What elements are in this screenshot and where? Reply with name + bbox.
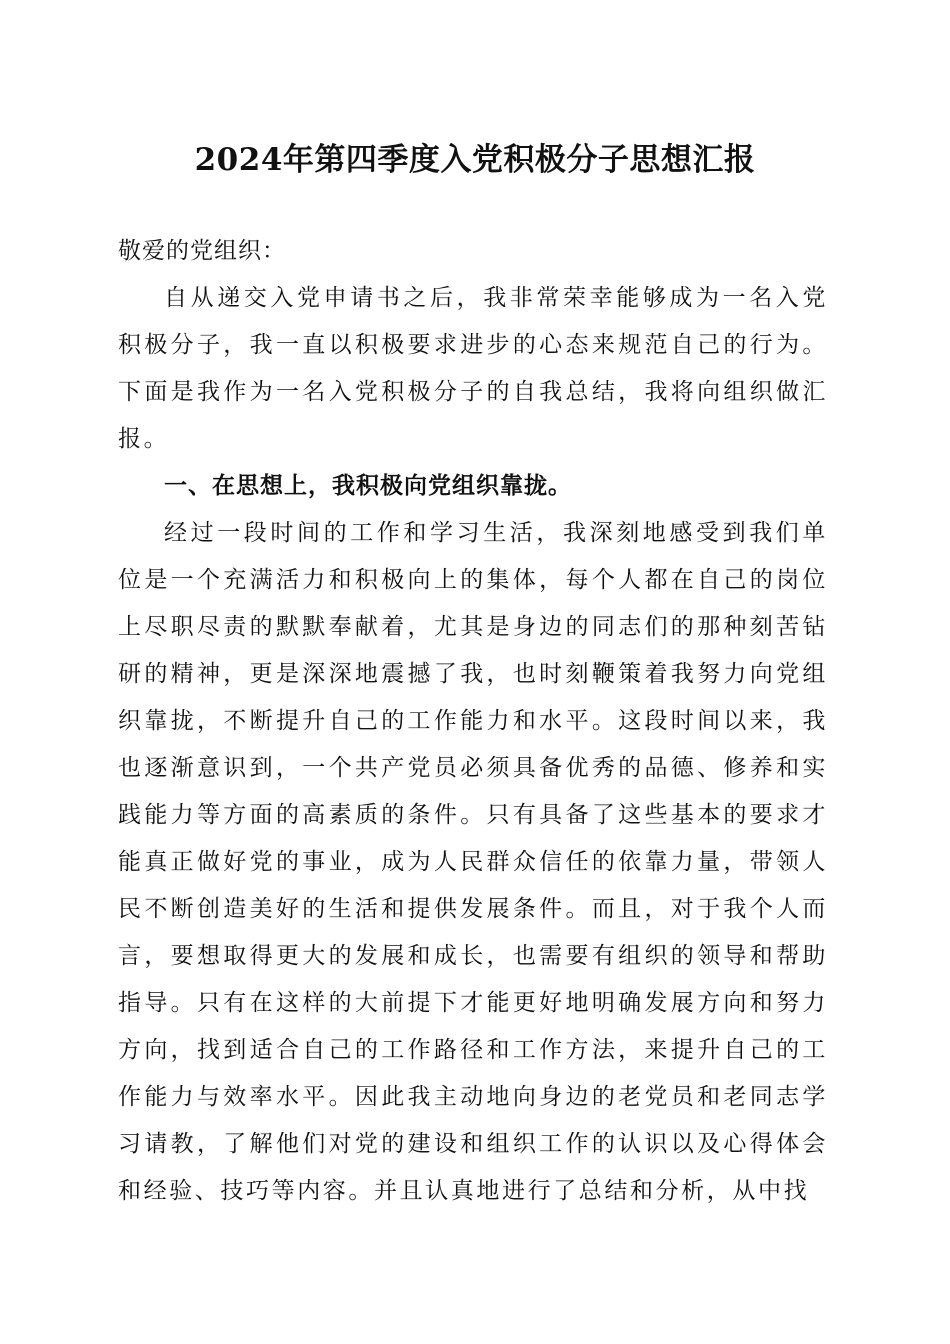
intro-paragraph: 自从递交入党申请书之后，我非常荣幸能够成为一名入党积极分子，我一直以积极要求进步的心态来规范自己的行为。下面是我作为一名入党积极分子的自我总结，我将向组织做汇报。 (118, 285, 828, 452)
section-paragraph: 经过一段时间的工作和学习生活，我深刻地感受到我们单位是一个充满活力和积极向上的集体，每个人都在自己的岗位上尽职尽责的默默奉献着，尤其是身边的同志们的那种刻苦钻研的精神，更是深深地震撼了我，也时刻鞭策着我努力向党组织靠拢，不断提升自己的工作能力和水平。这段时间以来，我也逐渐意识到，一个共产党员必须具备优秀的品德、修养和实践能力等方面的高素质的条件。只有具备了这些基本的要求才能真正做好党的事业，成为人民群众信任的依靠力量，带领人民不断创造美好的生活和提供发展条件。而且，对于我个人而言，要想取得更大的发展和成长，也需要有组织的领导和帮助指导。只有在这样的大前提下才能更好地明确发展方向和努力方向，找到适合自己的工作路径和工作方法，来提升自己的工作能力与效率水平。因此我主动地向身边的老党员和老同志学习请教，了解他们对党的建设和组织工作的认识以及心得体会和经验、技巧等内容。并且认真地进行了总结和分析，从中找 (118, 520, 828, 1204)
section-heading: 一、在思想上，我积极向党组织靠拢。 (164, 473, 572, 499)
salutation: 敬爱的党组织： (118, 238, 286, 264)
document-title: 2024年第四季度入党积极分子思想汇报 (194, 142, 756, 178)
document-body (118, 228, 828, 1215)
